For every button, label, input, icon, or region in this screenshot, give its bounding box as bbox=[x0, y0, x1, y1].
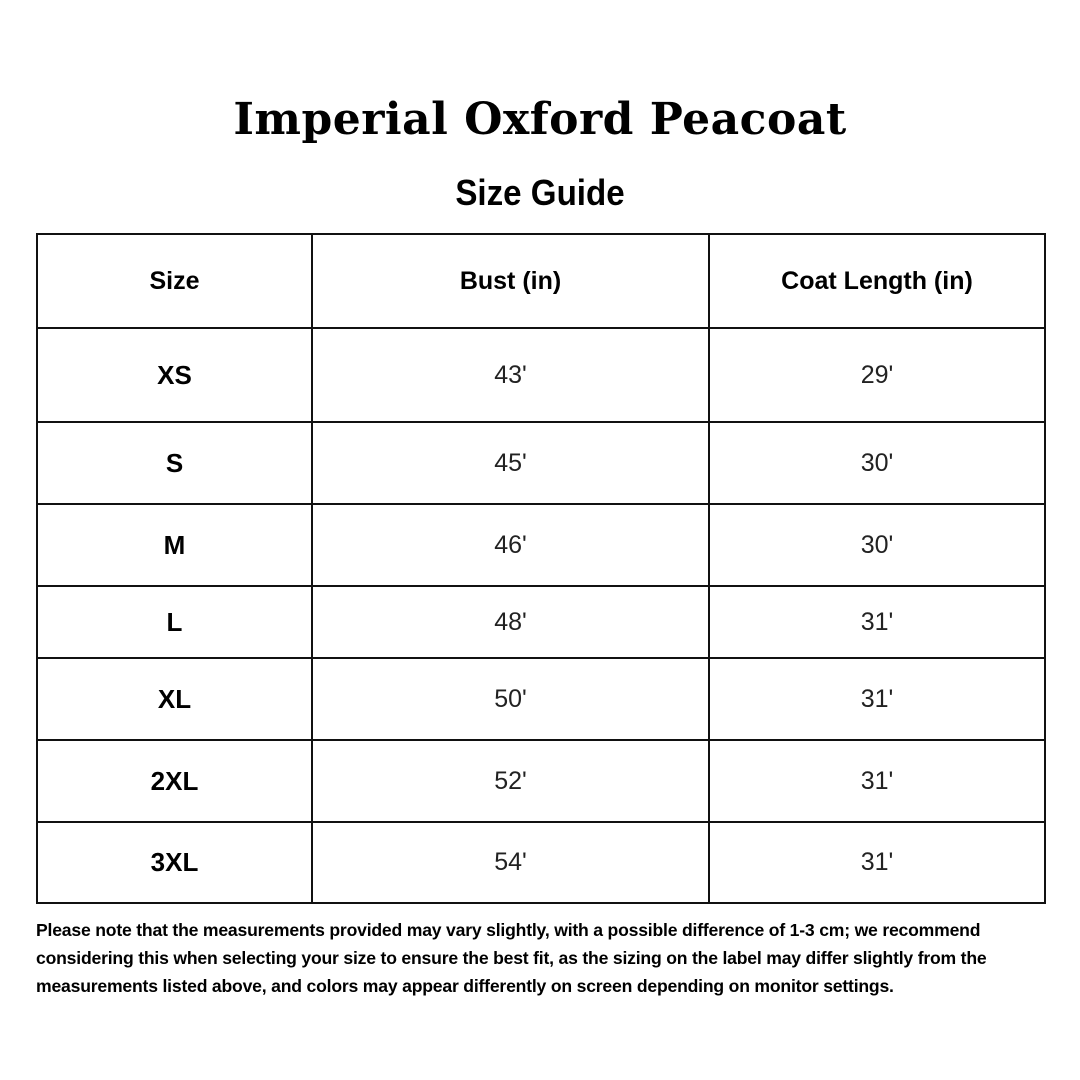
bust-cell: 48' bbox=[312, 586, 709, 658]
table-row bbox=[37, 658, 1045, 740]
column-header-coat-length: Coat Length (in) bbox=[709, 234, 1045, 328]
bust-cell: 54' bbox=[312, 822, 709, 903]
coat-length-cell: 30' bbox=[709, 504, 1045, 586]
bust-cell: 50' bbox=[312, 658, 709, 740]
table-row bbox=[37, 422, 1045, 504]
coat-length-cell: 31' bbox=[709, 822, 1045, 903]
table-row bbox=[37, 822, 1045, 903]
measurement-disclaimer: Please note that the measurements provided may vary slightly, with a possible difference of 1-3 cm; we recommend considering this when selecting your size to ensure the best fit, as the sizing on the label may differ slightly from the measurements listed above, and colors may appear differently on screen depending on monitor settings. bbox=[36, 920, 987, 996]
table-row bbox=[37, 740, 1045, 822]
column-header-size: Size bbox=[37, 234, 312, 328]
table-row bbox=[37, 328, 1045, 422]
size-cell: XL bbox=[37, 658, 312, 740]
size-cell: S bbox=[37, 422, 312, 504]
bust-cell: 45' bbox=[312, 422, 709, 504]
size-guide-table bbox=[36, 233, 1046, 904]
coat-length-cell: 30' bbox=[709, 422, 1045, 504]
size-cell: 3XL bbox=[37, 822, 312, 903]
table-row bbox=[37, 504, 1045, 586]
page-subtitle: Size Guide bbox=[455, 172, 625, 213]
page-title: Imperial Oxford Peacoat bbox=[233, 94, 847, 145]
column-header-bust: Bust (in) bbox=[312, 234, 709, 328]
coat-length-cell: 31' bbox=[709, 740, 1045, 822]
table-header-row bbox=[37, 234, 1045, 328]
size-cell: L bbox=[37, 586, 312, 658]
coat-length-cell: 31' bbox=[709, 658, 1045, 740]
bust-cell: 43' bbox=[312, 328, 709, 422]
table-row bbox=[37, 586, 1045, 658]
bust-cell: 52' bbox=[312, 740, 709, 822]
coat-length-cell: 29' bbox=[709, 328, 1045, 422]
coat-length-cell: 31' bbox=[709, 586, 1045, 658]
size-cell: M bbox=[37, 504, 312, 586]
bust-cell: 46' bbox=[312, 504, 709, 586]
size-cell: 2XL bbox=[37, 740, 312, 822]
size-cell: XS bbox=[37, 328, 312, 422]
